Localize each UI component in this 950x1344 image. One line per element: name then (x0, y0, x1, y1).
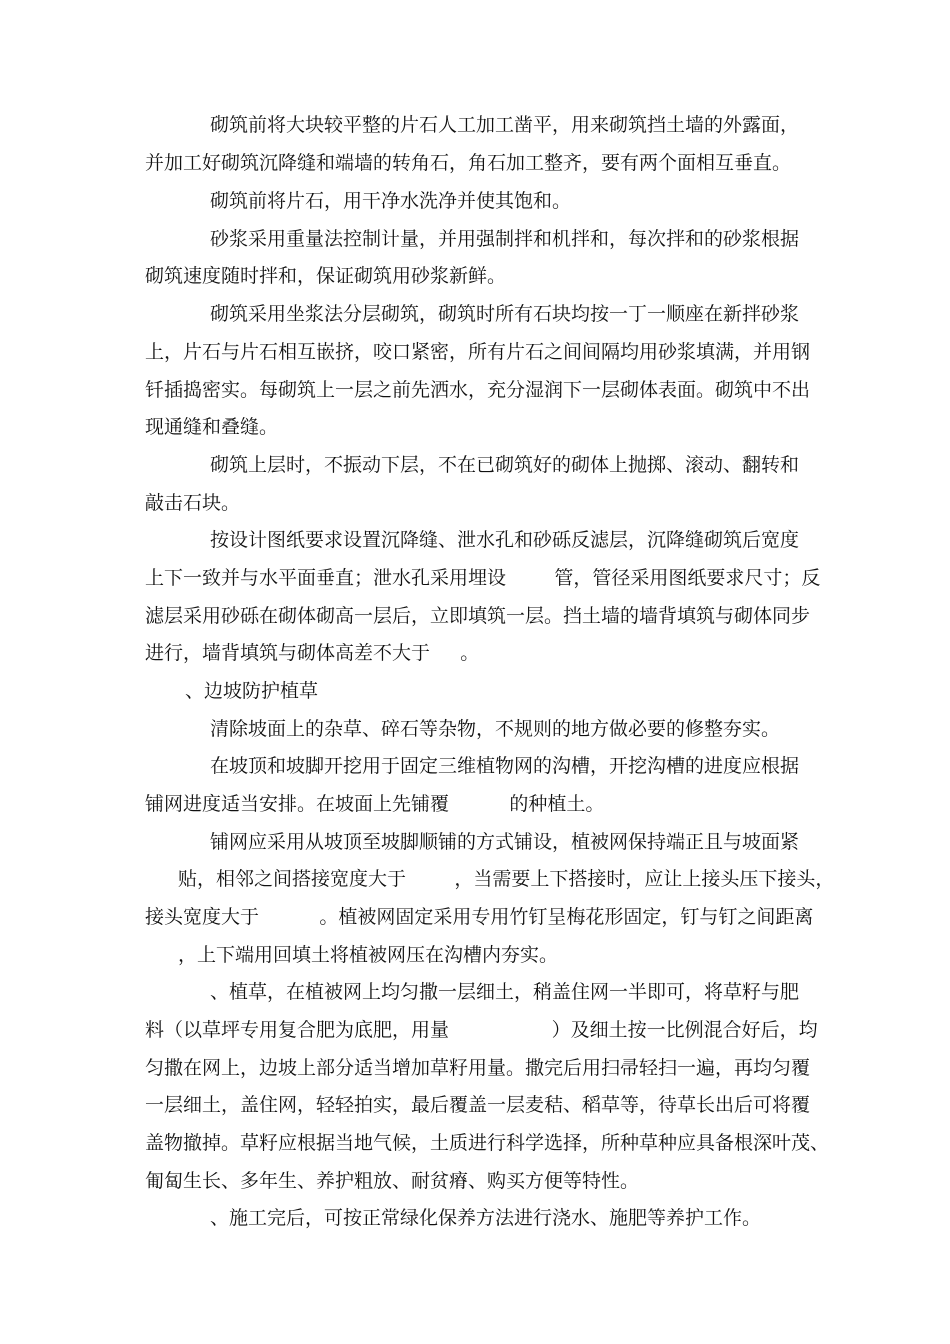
text-line: 按设计图纸要求设置沉降缝、泄水孔和砂砾反滤层，沉降缝砌筑后宽度 (210, 529, 800, 551)
text-line: 、植草，在植被网上均匀撒一层细土，稍盖住网一半即可，将草籽与肥 (210, 981, 800, 1003)
text-line: 在坡顶和坡脚开挖用于固定三维植物网的沟槽，开挖沟槽的进度应根据 (210, 755, 800, 777)
text-line: 盖物撤掉。草籽应根据当地气候，土质进行科学选择，所种草种应具备根深叶茂、 (145, 1132, 830, 1154)
text-line: 钎插捣密实。每砌筑上一层之前先洒水，充分湿润下一层砌体表面。砌筑中不出 (145, 379, 811, 401)
section-heading: 、边坡防护植草 (185, 680, 319, 702)
text-line: 砌筑上层时，不振动下层，不在已砌筑好的砌体上抛掷、滚动、翻转和 (210, 454, 800, 476)
text-line: 上下一致并与水平面垂直；泄水孔采用埋设 管，管径采用图纸要求尺寸；反 (145, 567, 821, 589)
text-line: 砌筑速度随时拌和，保证砌筑用砂浆新鲜。 (145, 265, 507, 287)
text-line: 滤层采用砂砾在砌体砌高一层后，立即填筑一层。挡土墙的墙背填筑与砌体同步 (145, 605, 811, 627)
text-line: 砌筑采用坐浆法分层砌筑，砌筑时所有石块均按一丁一顺座在新拌砂浆 (210, 303, 800, 325)
text-line: 贴，相邻之间搭接宽度大于 ，当需要上下搭接时，应让上接头压下接头， (178, 868, 835, 890)
text-line: 匍匐生长、多年生、养护粗放、耐贫瘠、购买方便等特性。 (145, 1170, 640, 1192)
text-line: 进行，墙背填筑与砌体高差不大于 。 (145, 642, 480, 664)
text-line: 并加工好砌筑沉降缝和端墙的转角石，角石加工整齐，要有两个面相互垂直。 (145, 152, 792, 174)
text-line: 接头宽度大于 。植被网固定采用专用竹钉呈梅花形固定，钉与钉之间距离 (145, 906, 814, 928)
text-line: 敲击石块。 (145, 492, 241, 514)
text-line: 清除坡面上的杂草、碎石等杂物，不规则的地方做必要的修整夯实。 (210, 718, 781, 740)
text-line: ，上下端用回填土将植被网压在沟槽内夯实。 (178, 944, 559, 966)
text-line: 铺网应采用从坡顶至坡脚顺铺的方式铺设，植被网保持端正且与坡面紧 (210, 831, 800, 853)
text-line: 一层细土，盖住网，轻轻拍实，最后覆盖一层麦秸、稻草等，待草长出后可将覆 (145, 1094, 811, 1116)
text-line: 砌筑前将大块较平整的片石人工加工凿平，用来砌筑挡土墙的外露面， (210, 114, 800, 136)
text-line: 上，片石与片石相互嵌挤，咬口紧密，所有片石之间间隔均用砂浆填满，并用钢 (145, 341, 811, 363)
text-line: 铺网进度适当安排。在坡面上先铺覆 的种植土。 (145, 793, 605, 815)
text-line: 匀撒在网上，边坡上部分适当增加草籽用量。撒完后用扫帚轻扫一遍，再均匀覆 (145, 1057, 811, 1079)
text-line: 砌筑前将片石，用干净水洗净并使其饱和。 (210, 190, 572, 212)
text-line: 、施工完后，可按正常绿化保养方法进行浇水、施肥等养护工作。 (210, 1207, 762, 1229)
text-line: 料（以草坪专用复合肥为底肥，用量 ）及细土按一比例混合好后，均 (145, 1019, 818, 1041)
text-line: 现通缝和叠缝。 (145, 416, 279, 438)
text-line: 砂浆采用重量法控制计量，并用强制拌和机拌和，每次拌和的砂浆根据 (210, 228, 800, 250)
